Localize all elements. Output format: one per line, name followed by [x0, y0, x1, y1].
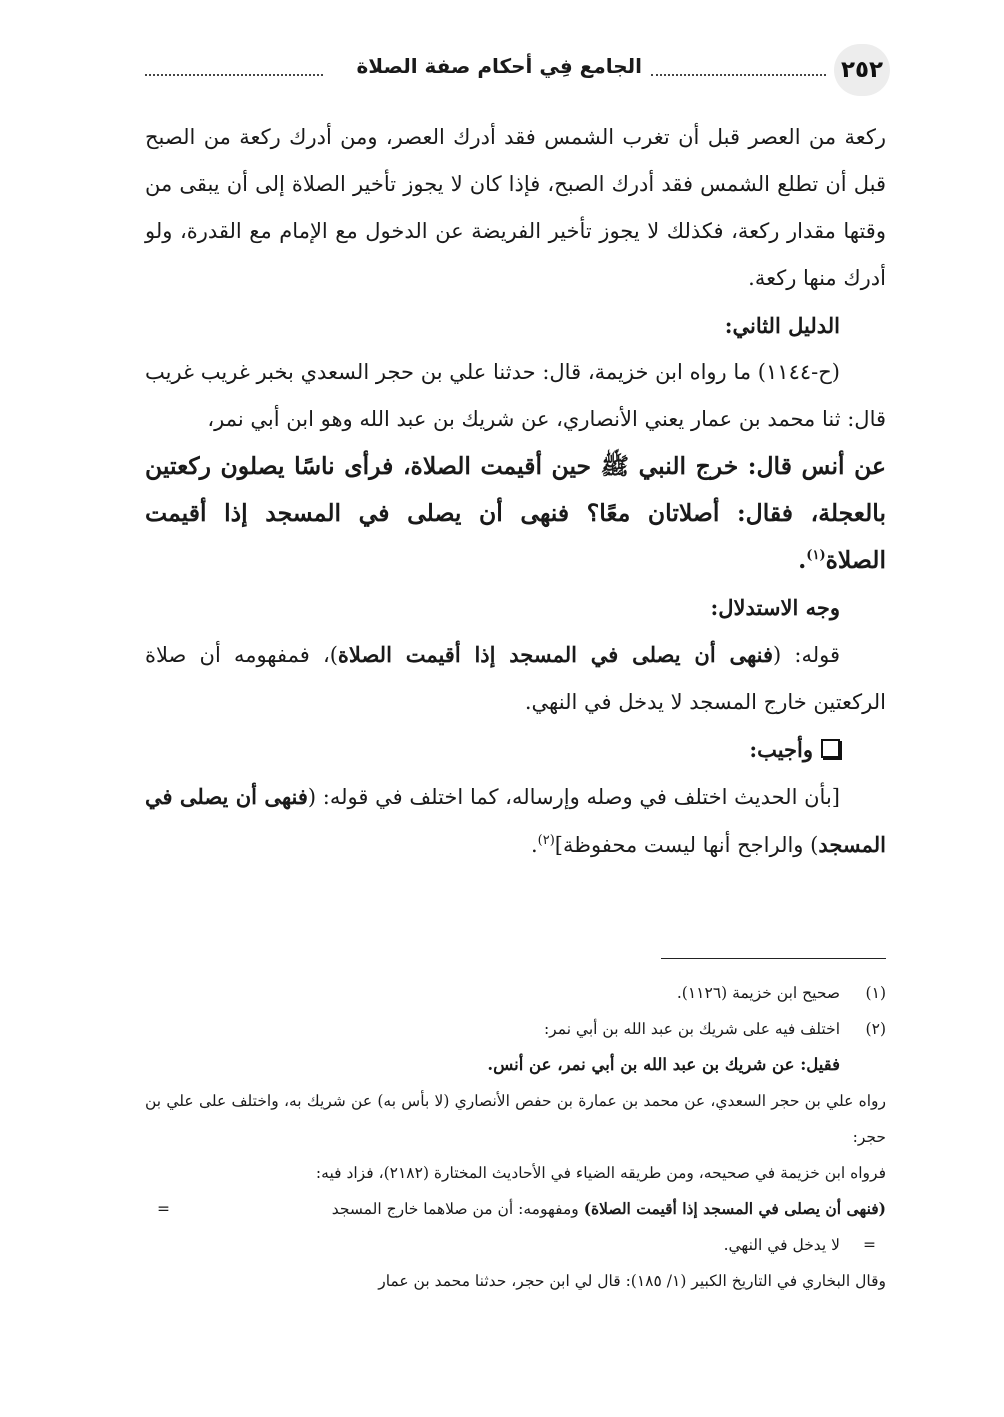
bold-quote: فنهى أن يصلى في المسجد: [145, 784, 886, 857]
page-number: ٢٥٢: [834, 44, 890, 96]
hadith-text: عن أنس قال: خرج النبي ﷺ حين أقيمت الصلاة، فرأى ناسًا يصلون ركعتين بالعجلة، فقال: أصلاتان معًا؟ فنهى أن يصلى في المسجد إذا أقيمت الصلاة: [145, 452, 886, 574]
book-title: الجامع فِي أحكام صفة الصلاة: [356, 54, 642, 78]
footnote-ref-1[interactable]: (١): [806, 548, 826, 564]
paragraph: [145, 773, 886, 869]
footnote-line: فرواه ابن خزيمة في صحيحه، ومن طريقه الضياء في الأحاديث المختارة (٢١٨٢)، فزاد فيه:: [315, 1164, 886, 1182]
bold-quote: (فنهى أن يصلى في المسجد إذا أقيمت الصلاة): [583, 1199, 886, 1218]
footnote-number: (١): [865, 984, 886, 1002]
checkbox-square-icon: [821, 739, 840, 758]
paragraph: [145, 349, 886, 443]
section-heading: [145, 726, 886, 773]
paragraph: [145, 631, 886, 726]
section-heading: وجه الاستدلال:: [710, 595, 840, 620]
hadith-chain: (ح-١١٤٤) ما رواه ابن خزيمة، قال: حدثنا علي بن حجر السعدي بخبر غريب غريب قال: ثنا محمد بن عمار يعني الأنصاري، عن شريك بن عبد الله وهو ابن أبي نمر،: [145, 360, 886, 431]
continuation-mark: =: [157, 1200, 170, 1218]
bold-quote: فنهى أن يصلى في المسجد إذا أقيمت الصلاة: [337, 642, 774, 667]
paragraph: ركعة من العصر قبل أن تغرب الشمس فقد أدرك العصر، ومن أدرك ركعة من الصبح قبل أن تطلع الشمس فقد أدرك الصبح، فإذا كان لا يجوز تأخير الصلاة إلى أن يبقى من وقتها مقدار ركعة، فكذلك لا يجوز تأخير الفريضة عن الدخول مع الإمام مع القدرة، ولو أدرك منها ركعة.: [145, 125, 886, 290]
footnote-number: (٢): [865, 1020, 886, 1038]
hadith-quote: [145, 443, 886, 584]
text-run: [بأن الحديث اختلف في وصله وإرساله، كما اختلف في قوله: (: [307, 785, 840, 809]
running-header: [145, 44, 890, 96]
footnote-line: رواه علي بن حجر السعدي، عن محمد بن عمارة بن حفص الأنصاري (لا بأس به) عن شريك به، واختلف على علي بن حجر:: [145, 1092, 886, 1146]
text-run: لا يدخل في النهي.: [723, 1236, 840, 1254]
footnote-ref-2[interactable]: (٢): [537, 833, 555, 848]
main-text: [145, 114, 886, 869]
footnotes: [145, 975, 886, 1299]
footnote-line: وقال البخاري في التاريخ الكبير (١/ ١٨٥): قال لي ابن حجر، حدثنا محمد بن عمار: [378, 1272, 886, 1290]
continuation-mark: =: [863, 1236, 876, 1254]
footnote-text: اختلف فيه على شريك بن عبد الله بن أبي نمر:: [543, 1020, 840, 1038]
text-run: قوله: (: [773, 643, 840, 667]
footnote-line: [145, 1191, 932, 1227]
punctuation: .: [798, 546, 807, 574]
footnote-line: [145, 1227, 886, 1263]
header-dotted-rule-left: [145, 74, 323, 76]
header-dotted-rule-right: [651, 74, 826, 76]
footnote-separator: [661, 958, 886, 959]
text-run: )، فمفهومه أن صلاة الركعتين خارج المسجد لا يدخل في النهي.: [145, 643, 886, 714]
footnote-1: [145, 975, 886, 1011]
footnote-line: فقيل: عن شريك بن عبد الله بن أبي نمر، عن أنس.: [487, 1055, 840, 1074]
heading-label: وأجيب:: [749, 737, 813, 762]
footnote-text: صحيح ابن خزيمة (١١٢٦).: [676, 984, 840, 1002]
footnote-2: [145, 1011, 886, 1047]
text-run: ) والراجح أنها ليست محفوظة]: [554, 833, 819, 857]
text-run: ومفهومه: أن من صلاهما خارج المسجد: [331, 1200, 584, 1218]
section-heading: الدليل الثاني:: [724, 313, 840, 338]
punctuation: .: [530, 833, 538, 857]
